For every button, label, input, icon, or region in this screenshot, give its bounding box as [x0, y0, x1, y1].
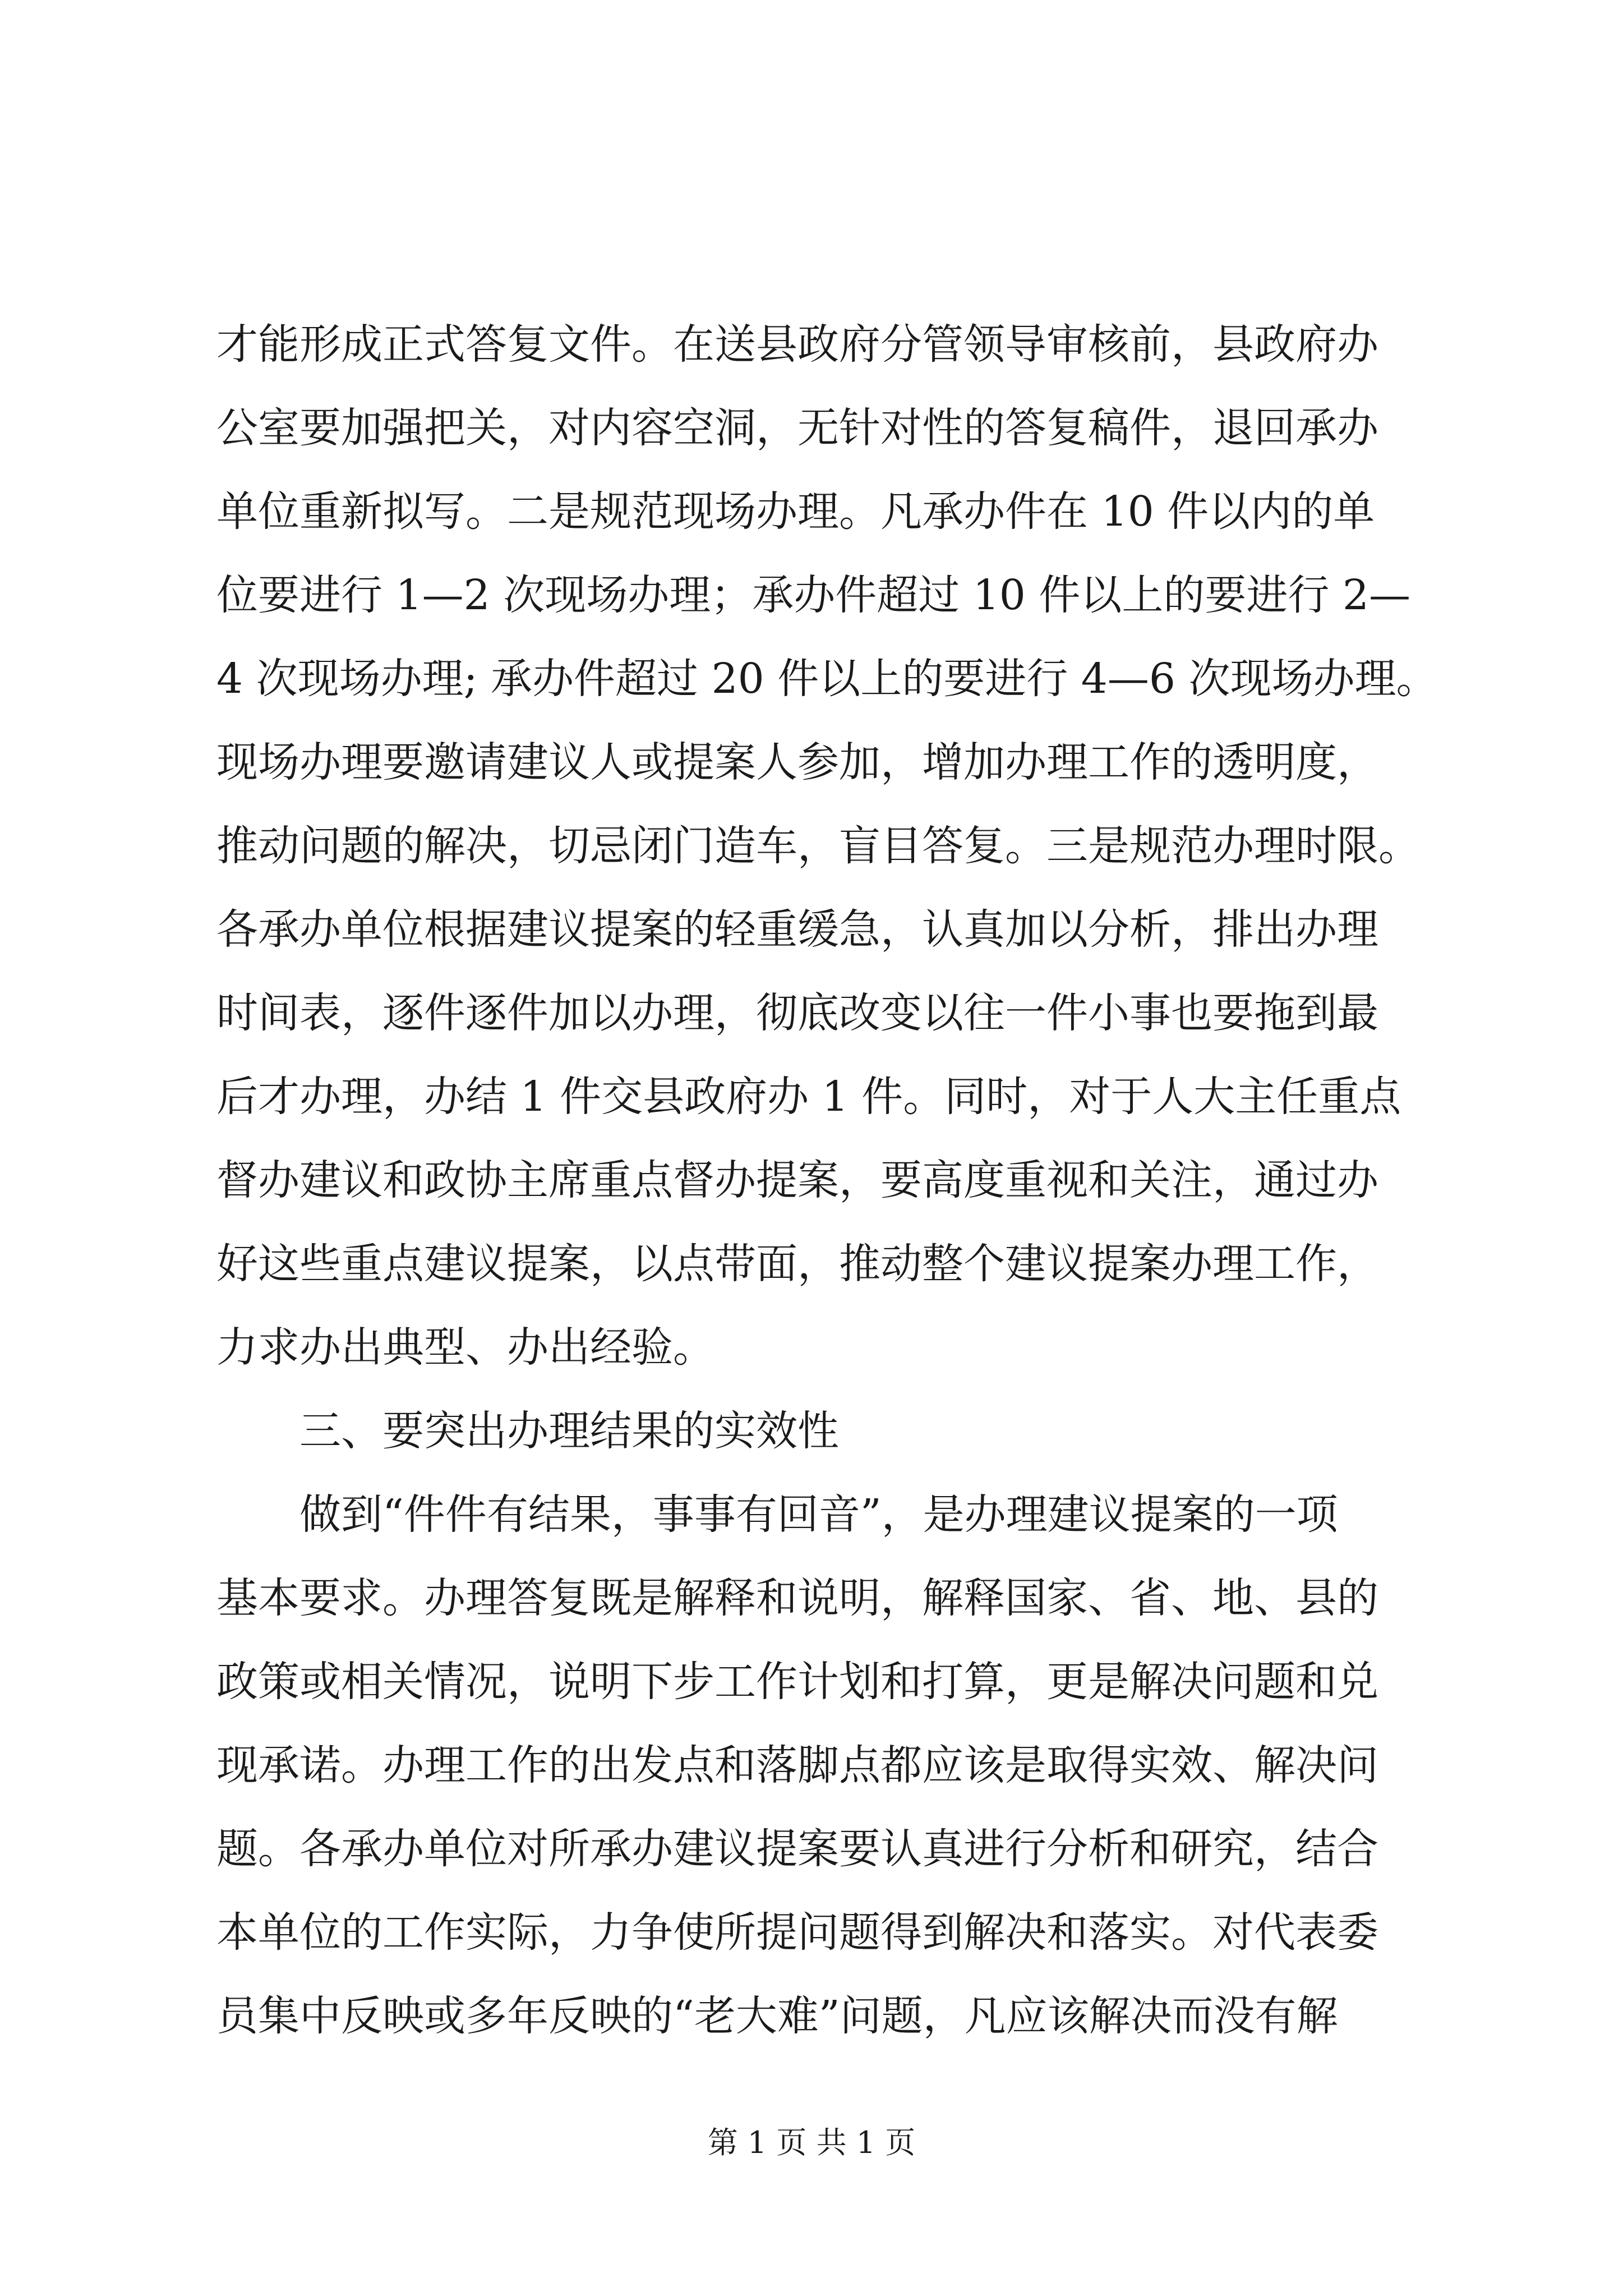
text-line: 4 次现场办理; 承办件超过 20 件以上的要进行 4—6 次现场办理。: [216, 655, 1438, 703]
text-line: 力求办出典型、办出经验。: [216, 1323, 714, 1372]
text-line: 各承办单位根据建议提案的轻重缓急，认真加以分析，排出办理: [216, 905, 1378, 954]
page-footer: 第 1 页 共 1 页: [707, 2125, 916, 2160]
text-line: 好这些重点建议提案，以点带面，推动整个建议提案办理工作，: [216, 1240, 1378, 1288]
text-line: 位要进行 1—2 次现场办理；承办件超过 10 件以上的要进行 2—: [216, 571, 1411, 619]
text-line: 三、要突出办理结果的实效性: [299, 1407, 839, 1455]
text-line: 题。各承办单位对所承办建议提案要认真进行分析和研究，结合: [216, 1825, 1378, 1873]
text-line: 本单位的工作实际，力争使所提问题得到解决和落实。对代表委: [216, 1908, 1378, 1957]
text-line: 公室要加强把关，对内容空洞，无针对性的答复稿件，退回承办: [216, 404, 1378, 452]
text-line: 现场办理要邀请建议人或提案人参加，增加办理工作的透明度，: [216, 738, 1378, 786]
text-line: 后才办理，办结 1 件交县政府办 1 件。同时，对于人大主任重点: [216, 1073, 1401, 1121]
text-line: 基本要求。办理答复既是解释和说明，解释国家、省、地、县的: [216, 1574, 1378, 1622]
text-line: 才能形成正式答复文件。在送县政府分管领导审核前，县政府办: [216, 320, 1378, 369]
text-line: 做到“件件有结果，事事有回音”，是办理建议提案的一项: [299, 1490, 1338, 1539]
text-line: 员集中反映或多年反映的“老大难”问题，凡应该解决而没有解: [216, 1992, 1338, 2040]
text-line: 督办建议和政协主席重点督办提案，要高度重视和关注，通过办: [216, 1156, 1378, 1204]
body-text: [216, 303, 1439, 2058]
text-line: 推动问题的解决，切忌闭门造车，盲目答复。三是规范办理时限。: [216, 822, 1420, 870]
text-line: 政策或相关情况，说明下步工作计划和打算，更是解决问题和兑: [216, 1658, 1378, 1706]
text-line: 现承诺。办理工作的出发点和落脚点都应该是取得实效、解决问: [216, 1741, 1378, 1789]
text-line: 时间表，逐件逐件加以办理，彻底改变以往一件小事也要拖到最: [216, 989, 1378, 1037]
text-line: 单位重新拟写。二是规范现场办理。凡承办件在 10 件以内的单: [216, 487, 1375, 536]
